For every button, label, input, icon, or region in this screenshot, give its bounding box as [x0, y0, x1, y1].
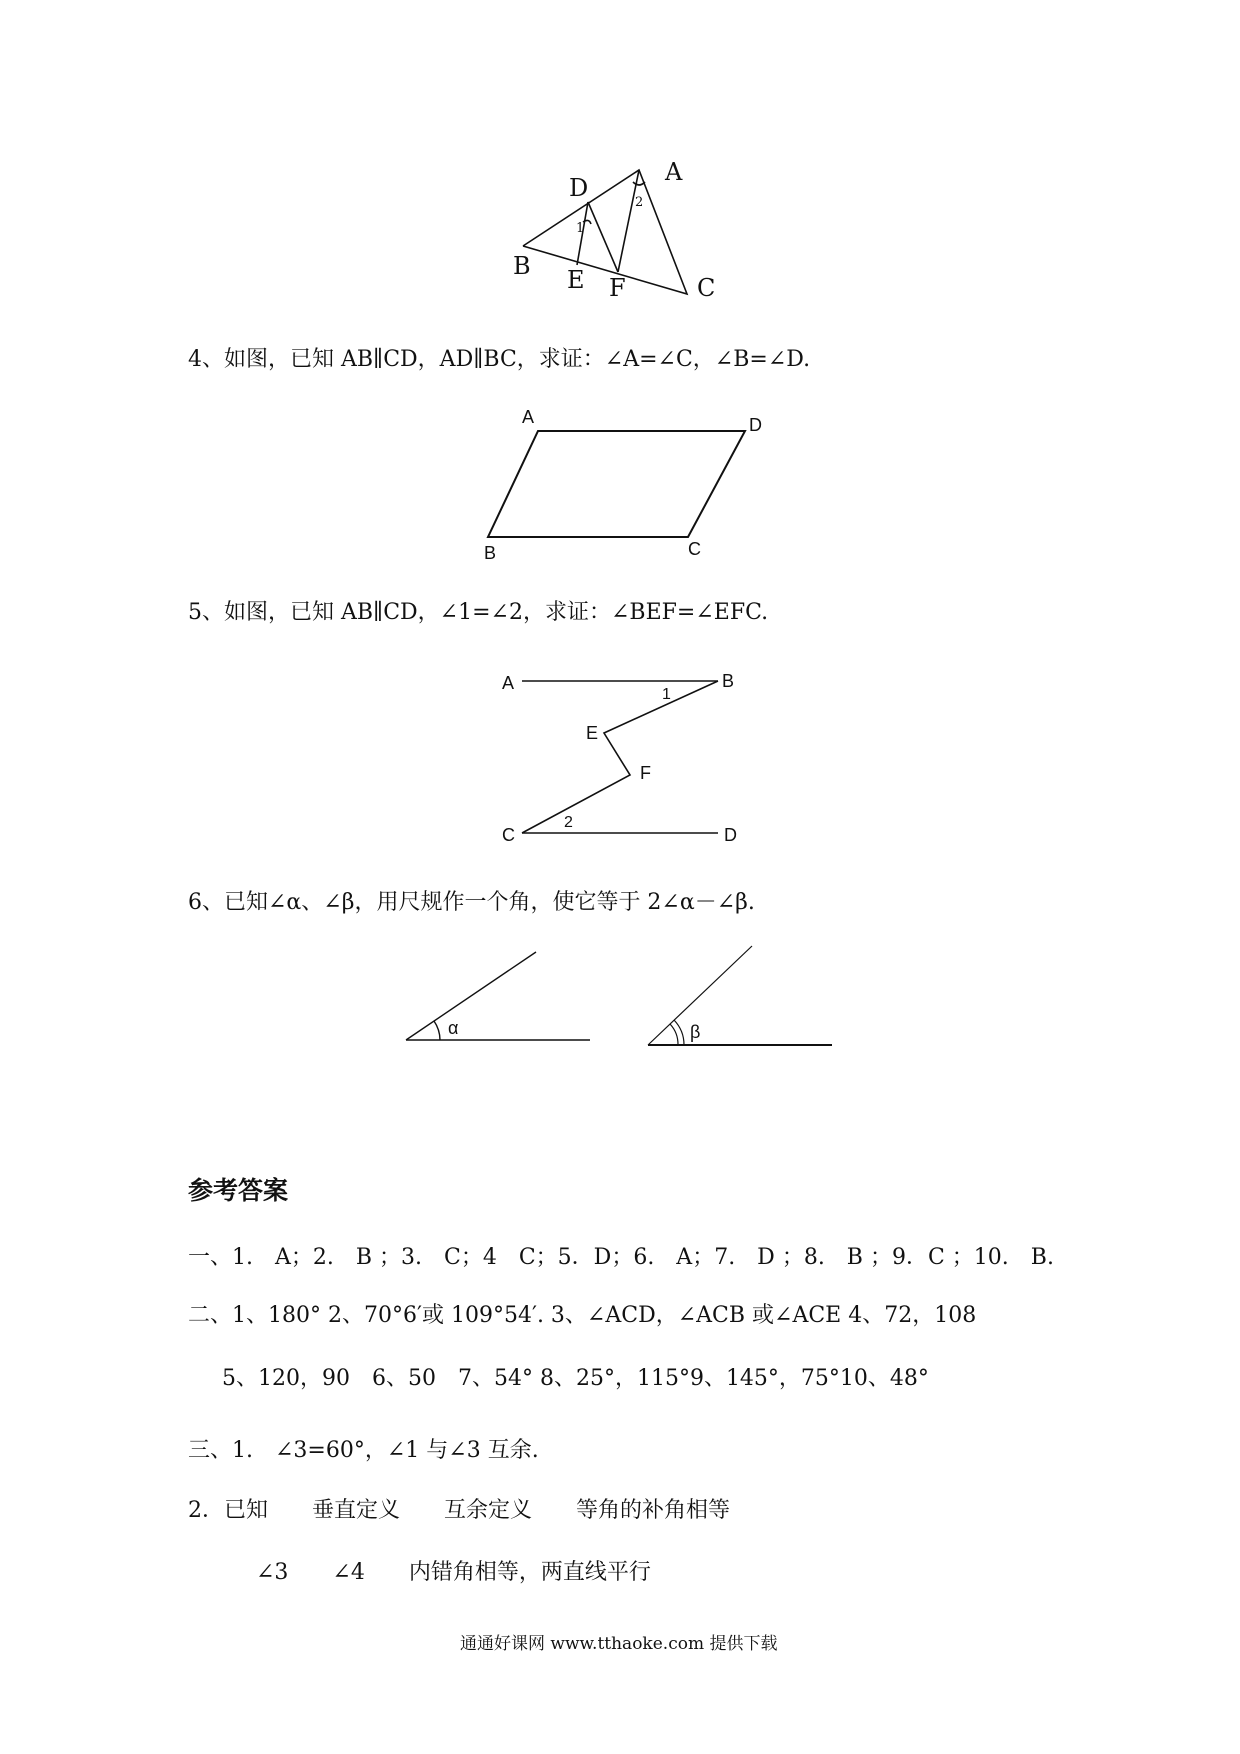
figure-triangle — [505, 160, 725, 300]
label-f: F — [640, 763, 651, 783]
segment-df — [588, 202, 618, 272]
label-b: B — [513, 252, 531, 280]
answers-line-4: 三、1. ∠3=60°，∠1 与∠3 互余. — [188, 1438, 539, 1463]
alpha-arc — [434, 1021, 440, 1040]
footer-credit: 通通好课网 www.tthaoke.com 提供下载 — [460, 1634, 778, 1654]
label-c: C — [502, 825, 515, 845]
alpha-side-ray — [406, 952, 536, 1040]
answers-line-6: ∠3 ∠4 内错角相等，两直线平行 — [256, 1560, 651, 1585]
label-f: F — [609, 274, 626, 302]
parallelogram-abcd — [488, 431, 745, 537]
answers-line-1: 一、1. A；2. B ；3. C；4 C；5．D；6. A；7. D ；8. B ；9．C ；10. B. — [188, 1245, 1054, 1270]
label-b: B — [484, 543, 497, 563]
label-c: C — [697, 274, 716, 302]
label-a: A — [522, 407, 535, 427]
label-e: E — [586, 723, 599, 743]
question-5-text: 5、如图，已知 AB∥CD，∠1=∠2，求证：∠BEF=∠EFC. — [188, 600, 769, 625]
figure-parallelogram — [478, 405, 778, 563]
path-befc — [522, 681, 718, 833]
label-b: B — [722, 671, 735, 691]
answers-line-3: 5、120，90 6、50 7、54° 8、25°，115°9、145°，75°10、48° — [222, 1366, 929, 1391]
label-angle-2: 2 — [564, 814, 573, 831]
figure-zigzag — [500, 665, 780, 845]
segment-fa — [618, 170, 639, 272]
label-c: C — [688, 539, 701, 559]
question-6-text: 6、已知∠α、∠β，用尺规作一个角，使它等于 2∠α－∠β. — [188, 890, 755, 915]
label-e: E — [567, 266, 585, 294]
label-alpha: α — [448, 1018, 459, 1038]
label-d: D — [724, 825, 737, 845]
figure-angles — [400, 942, 820, 1052]
triangle-outline — [523, 170, 687, 294]
beta-arc-inner — [670, 1024, 678, 1045]
label-angle-1: 1 — [662, 686, 671, 703]
answers-heading: 参考答案 — [188, 1176, 289, 1205]
label-angle-2: 2 — [635, 195, 644, 210]
answers-line-2: 二、1、180° 2、70°6′或 109°54′. 3、∠ACD，∠ACB 或∠ACE 4、72，108 — [188, 1303, 977, 1328]
answers-line-5: 2．已知 垂直定义 互余定义 等角的补角相等 — [188, 1498, 730, 1523]
label-a: A — [502, 673, 515, 693]
label-angle-1: 1 — [576, 221, 585, 236]
label-beta: β — [690, 1022, 701, 1042]
question-4-text: 4、如图，已知 AB∥CD，AD∥BC，求证：∠A=∠C，∠B=∠D. — [188, 347, 811, 372]
label-d: D — [749, 415, 762, 435]
label-a: A — [665, 158, 683, 186]
label-d: D — [569, 174, 589, 202]
